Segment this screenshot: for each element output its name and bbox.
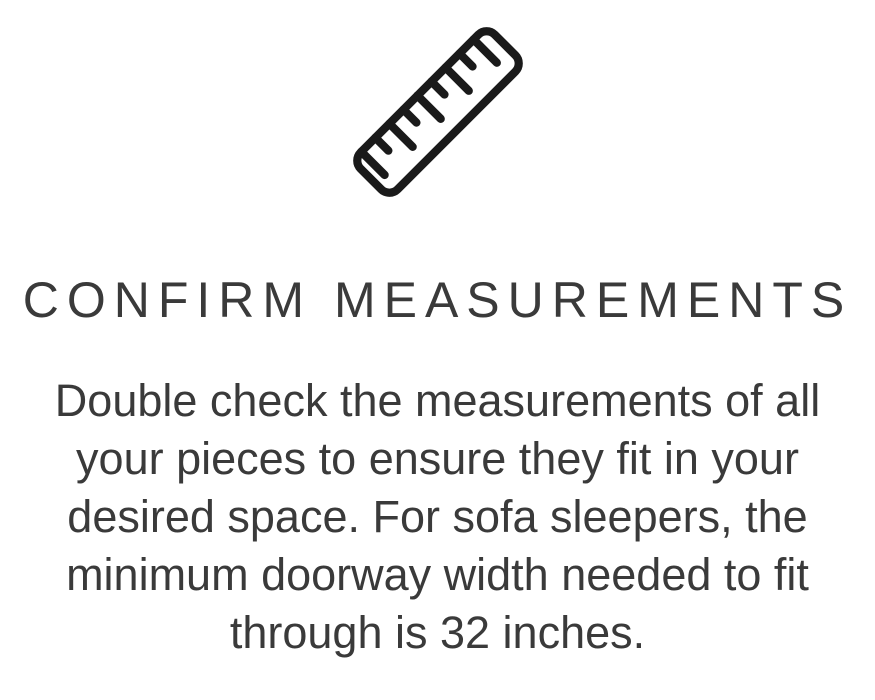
description-paragraph [0, 372, 875, 662]
description-line: Double check the measurements of all [54, 375, 821, 426]
icon-container [0, 0, 875, 202]
ruler-icon [348, 22, 528, 202]
description-line: your pieces to ensure they fit in your [76, 433, 799, 484]
page-title: CONFIRM MEASUREMENTS [22, 272, 853, 328]
description-line: desired space. For sofa sleepers, the [67, 491, 808, 542]
description-line: minimum doorway width needed to fit [66, 549, 809, 600]
description-line: through is 32 inches. [229, 607, 646, 658]
